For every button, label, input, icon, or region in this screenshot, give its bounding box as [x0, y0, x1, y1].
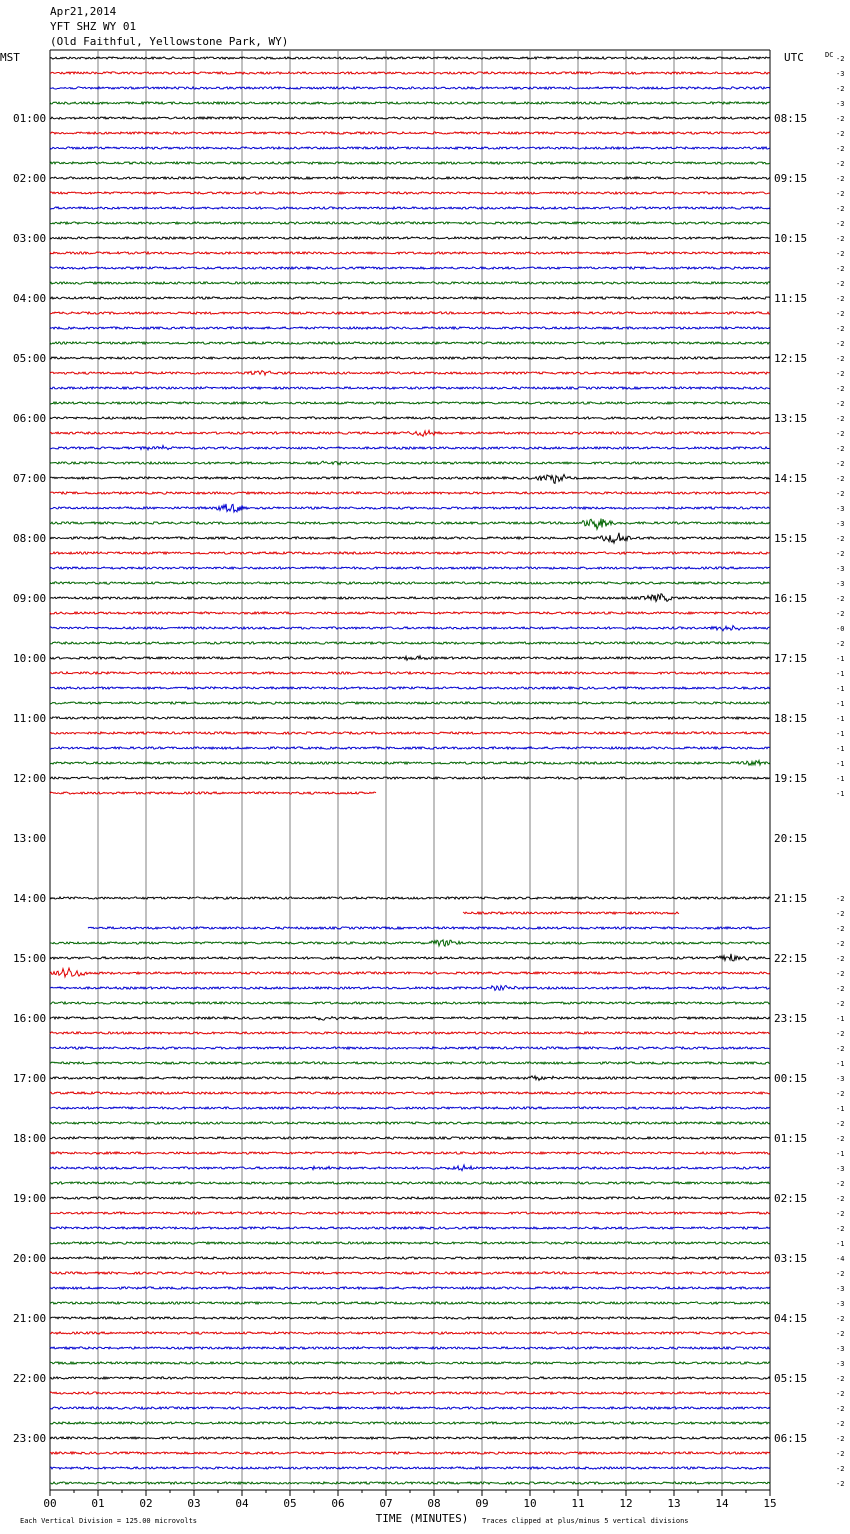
dc-offset-label: -2 [836, 985, 845, 993]
dc-offset-label: -2 [836, 940, 845, 948]
seismic-trace [50, 582, 770, 584]
hour-label-utc: 13:15 [774, 412, 808, 425]
x-tick-label: 03 [187, 1497, 201, 1510]
dc-offset-label: -2 [836, 895, 845, 903]
dc-offset-label: -2 [836, 955, 845, 963]
seismic-trace [50, 1482, 770, 1484]
hour-label-mst: 05:00 [13, 352, 47, 365]
seismic-trace [50, 1347, 770, 1349]
seismic-trace [50, 897, 770, 899]
hour-label-utc: 10:15 [774, 232, 808, 245]
dc-offset-label: -3 [836, 1345, 845, 1353]
seismic-trace [50, 162, 770, 164]
dc-offset-label: -2 [836, 1180, 845, 1188]
dc-offset-label: -2 [836, 385, 845, 393]
dc-offset-label: -2 [836, 1315, 845, 1323]
seismic-trace [50, 297, 770, 299]
seismic-trace [50, 177, 770, 179]
x-tick-label: 14 [715, 1497, 729, 1510]
seismic-trace [50, 72, 770, 74]
dc-offset-label: -2 [836, 1090, 845, 1098]
dc-offset-label: -2 [836, 160, 845, 168]
hour-label-utc: 11:15 [774, 292, 808, 305]
seismic-trace [50, 1317, 770, 1319]
seismic-trace [50, 461, 770, 465]
dc-offset-label: -2 [836, 175, 845, 183]
seismic-trace [50, 761, 770, 766]
dc-offset-label: -1 [836, 1015, 845, 1023]
hour-label-utc: 21:15 [774, 892, 808, 905]
seismic-trace [50, 1062, 770, 1064]
seismic-trace [50, 387, 770, 389]
seismic-trace [50, 267, 770, 269]
clip-note: Traces clipped at plus/minus 5 vertical divisions [482, 1517, 689, 1525]
seismic-trace [50, 533, 770, 543]
dc-offset-label: -2 [836, 1225, 845, 1233]
dc-offset-label: -2 [836, 295, 845, 303]
dc-offset-label: -3 [836, 1300, 845, 1308]
seismic-trace [88, 927, 770, 929]
seismic-trace [50, 1377, 770, 1379]
seismic-trace [50, 282, 770, 284]
dc-offset-label: -1 [836, 760, 845, 768]
seismic-trace [50, 1017, 770, 1021]
x-axis-title: TIME (MINUTES) [375, 1512, 469, 1525]
hour-label-mst: 09:00 [13, 592, 47, 605]
hour-label-utc: 02:15 [774, 1192, 808, 1205]
dc-offset-label: -3 [836, 1360, 845, 1368]
seismic-trace [50, 87, 770, 89]
dc-offset-label: -2 [836, 1210, 845, 1218]
seismic-trace [50, 222, 770, 224]
dc-offset-label: -2 [836, 460, 845, 468]
seismic-trace [50, 1137, 770, 1139]
dc-offset-label: -2 [836, 220, 845, 228]
hour-label-mst: 21:00 [13, 1312, 47, 1325]
location-label: (Old Faithful, Yellowstone Park, WY) [50, 35, 289, 48]
trace-group [50, 57, 770, 1484]
hour-label-mst: 15:00 [13, 952, 47, 965]
dc-offset-label: -1 [836, 715, 845, 723]
x-tick-label: 12 [619, 1497, 633, 1510]
hour-label-mst: 20:00 [13, 1252, 47, 1265]
dc-offset-label: -2 [836, 1330, 845, 1338]
dc-offset-label: -1 [836, 1105, 845, 1113]
hour-label-mst: 18:00 [13, 1132, 47, 1145]
seismic-trace [50, 1332, 770, 1334]
dc-offset-label: -2 [836, 1465, 845, 1473]
dc-offset-label: -2 [836, 130, 845, 138]
hour-label-utc: 19:15 [774, 772, 808, 785]
seismic-trace [50, 57, 770, 59]
dc-offset-label: -1 [836, 745, 845, 753]
dc-offset-label: -1 [836, 685, 845, 693]
hour-label-mst: 22:00 [13, 1372, 47, 1385]
dc-offset-label: -2 [836, 1270, 845, 1278]
station-label: YFT SHZ WY 01 [50, 20, 137, 33]
dc-offset-label: -2 [836, 1045, 845, 1053]
x-tick-label: 05 [283, 1497, 297, 1510]
hour-label-mst: 23:00 [13, 1432, 47, 1445]
x-tick-label: 04 [235, 1497, 249, 1510]
seismic-trace [50, 1182, 770, 1184]
seismic-trace [50, 1257, 770, 1259]
x-tick-label: 13 [667, 1497, 681, 1510]
dc-offset-label: -3 [836, 520, 845, 528]
seismic-trace [463, 912, 679, 914]
dc-offset-label: -2 [836, 1405, 845, 1413]
dc-offset-label: -1 [836, 655, 845, 663]
date-label: Apr21,2014 [50, 5, 117, 18]
dc-offset-label: -2 [836, 310, 845, 318]
seismic-trace [50, 777, 770, 779]
dc-offset-label: -2 [836, 370, 845, 378]
dc-offset-label: -2 [836, 490, 845, 498]
seismic-trace [50, 1076, 770, 1081]
hour-label-utc: 18:15 [774, 712, 808, 725]
seismic-trace [50, 552, 770, 554]
dc-offset-label: -2 [836, 340, 845, 348]
hour-label-mst: 03:00 [13, 232, 47, 245]
dc-offset-label: -1 [836, 1060, 845, 1068]
seismic-trace [50, 252, 770, 254]
seismic-trace [50, 519, 770, 530]
seismic-trace [50, 1467, 770, 1469]
dc-offset-label: -2 [836, 400, 845, 408]
dc-offset-label: -1 [836, 1240, 845, 1248]
dc-offset-label: -2 [836, 280, 845, 288]
dc-offset-label: -1 [836, 700, 845, 708]
dc-offset-label: -2 [836, 1390, 845, 1398]
seismic-trace [50, 431, 770, 437]
dc-offset-label: -2 [836, 550, 845, 558]
dc-offset-label: -2 [836, 55, 845, 63]
dc-offset-label: -1 [836, 1150, 845, 1158]
seismic-trace [50, 1165, 770, 1171]
dc-offset-label: -2 [836, 325, 845, 333]
seismic-trace [50, 402, 770, 404]
dc-offset-label: -3 [836, 505, 845, 513]
x-tick-label: 09 [475, 1497, 489, 1510]
hour-label-utc: 22:15 [774, 952, 808, 965]
seismic-trace [50, 371, 770, 376]
seismic-trace [50, 312, 770, 314]
seismic-trace [50, 702, 770, 704]
dc-offset-label: -3 [836, 1165, 845, 1173]
seismic-trace [50, 342, 770, 344]
seismic-trace [50, 792, 376, 794]
dc-offset-label: -2 [836, 910, 845, 918]
seismic-trace [50, 954, 770, 961]
seismic-trace [50, 492, 770, 494]
hour-label-mst: 04:00 [13, 292, 47, 305]
hour-label-utc: 23:15 [774, 1012, 808, 1025]
hour-label-mst: 16:00 [13, 1012, 47, 1025]
dc-offset-label: -3 [836, 1075, 845, 1083]
dc-offset-label: -2 [836, 1480, 845, 1488]
dc-offset-label: -2 [836, 970, 845, 978]
x-tick-label: 10 [523, 1497, 537, 1510]
hour-label-utc: 06:15 [774, 1432, 808, 1445]
seismic-trace [50, 327, 770, 329]
hour-label-utc: 16:15 [774, 592, 808, 605]
seismic-trace [50, 1092, 770, 1094]
dc-offset-label: -3 [836, 565, 845, 573]
seismic-trace [50, 1392, 770, 1394]
hour-label-utc: 09:15 [774, 172, 808, 185]
dc-offset-label: -2 [836, 1120, 845, 1128]
hour-label-mst: 01:00 [13, 112, 47, 125]
dc-offset-label: -1 [836, 775, 845, 783]
dc-offset-label: -3 [836, 70, 845, 78]
dc-offset-label: -2 [836, 85, 845, 93]
hour-label-mst: 10:00 [13, 652, 47, 665]
hour-label-mst: 07:00 [13, 472, 47, 485]
seismic-trace [50, 1452, 770, 1454]
hour-label-mst: 12:00 [13, 772, 47, 785]
seismic-trace [50, 1227, 770, 1229]
dc-offset-label: -2 [836, 640, 845, 648]
dc-offset-label: -2 [836, 355, 845, 363]
seismic-trace [50, 1422, 770, 1424]
seismic-trace [50, 1272, 770, 1274]
seismic-trace [50, 237, 770, 239]
x-tick-label: 00 [43, 1497, 57, 1510]
seismic-trace [50, 1107, 770, 1109]
seismic-trace [50, 1437, 770, 1439]
dc-offset-label: -2 [836, 250, 845, 258]
seismic-trace [50, 192, 770, 194]
seismic-trace [50, 1122, 770, 1124]
dc-offset-label: -1 [836, 670, 845, 678]
dc-offset-label: -2 [836, 115, 845, 123]
seismic-trace [50, 642, 770, 644]
hour-label-mst: 08:00 [13, 532, 47, 545]
dc-offset-label: -1 [836, 730, 845, 738]
scale-note: Each Vertical Division = 125.00 microvolts [20, 1517, 198, 1525]
hour-label-utc: 00:15 [774, 1072, 808, 1085]
dc-offset-label: -2 [836, 205, 845, 213]
seismic-trace [50, 446, 770, 450]
hour-label-utc: 15:15 [774, 532, 808, 545]
seismic-trace [50, 207, 770, 209]
seismic-trace [50, 567, 770, 569]
dc-offset-label: -2 [836, 475, 845, 483]
hour-label-mst: 13:00 [13, 832, 47, 845]
hour-label-utc: 04:15 [774, 1312, 808, 1325]
hour-label-utc: 03:15 [774, 1252, 808, 1265]
left-timezone-label: MST [0, 51, 20, 64]
seismic-trace [50, 672, 770, 674]
seismic-trace [50, 1002, 770, 1004]
dc-offset-label: -2 [836, 1195, 845, 1203]
dc-offset-label: -2 [836, 430, 845, 438]
x-tick-label: 08 [427, 1497, 441, 1510]
seismic-trace [50, 102, 770, 104]
dc-offset-label: -2 [836, 1135, 845, 1143]
dc-label: DC [825, 51, 834, 59]
seismic-trace [50, 940, 770, 946]
seismic-trace [50, 717, 770, 719]
dc-offset-label: -2 [836, 445, 845, 453]
hour-label-utc: 20:15 [774, 832, 808, 845]
hour-label-utc: 14:15 [774, 472, 808, 485]
x-tick-label: 07 [379, 1497, 393, 1510]
seismic-trace [50, 1047, 770, 1049]
dc-offset-label: -0 [836, 625, 845, 633]
seismic-trace [50, 626, 770, 631]
dc-offset-label: -2 [836, 1435, 845, 1443]
seismic-trace [50, 1212, 770, 1214]
dc-offset-label: -2 [836, 1420, 845, 1428]
seismic-trace [50, 417, 770, 419]
hour-label-mst: 19:00 [13, 1192, 47, 1205]
seismic-trace [50, 986, 770, 991]
dc-offset-label: -2 [836, 1030, 845, 1038]
hour-label-mst: 14:00 [13, 892, 47, 905]
dc-offset-label: -1 [836, 790, 845, 798]
dc-offset-label: -3 [836, 1285, 845, 1293]
seismic-trace [50, 147, 770, 149]
seismic-trace [50, 747, 770, 749]
seismic-trace [50, 132, 770, 134]
right-timezone-label: UTC [784, 51, 804, 64]
dc-offset-label: -2 [836, 190, 845, 198]
x-tick-label: 02 [139, 1497, 153, 1510]
seismic-trace [50, 504, 770, 512]
seismic-trace [50, 1362, 770, 1364]
dc-offset-label: -3 [836, 580, 845, 588]
dc-offset-label: -2 [836, 535, 845, 543]
seismic-trace [50, 687, 770, 689]
dc-offset-label: -3 [836, 100, 845, 108]
dc-offset-label: -2 [836, 595, 845, 603]
x-tick-label: 01 [91, 1497, 105, 1510]
hour-label-utc: 05:15 [774, 1372, 808, 1385]
dc-offset-label: -2 [836, 415, 845, 423]
hour-label-mst: 02:00 [13, 172, 47, 185]
hour-label-mst: 17:00 [13, 1072, 47, 1085]
x-tick-label: 06 [331, 1497, 345, 1510]
seismic-trace [50, 1287, 770, 1289]
hour-label-utc: 01:15 [774, 1132, 808, 1145]
hour-label-utc: 12:15 [774, 352, 808, 365]
seismic-trace [50, 1407, 770, 1409]
dc-offset-label: -2 [836, 610, 845, 618]
seismic-trace [50, 1302, 770, 1304]
seismic-trace [50, 1197, 770, 1199]
seismic-trace [50, 732, 770, 734]
seismic-trace [50, 968, 770, 977]
seismic-trace [50, 1032, 770, 1034]
dc-offset-label: -2 [836, 1375, 845, 1383]
hour-label-mst: 11:00 [13, 712, 47, 725]
dc-offset-label: -2 [836, 235, 845, 243]
seismic-trace [50, 117, 770, 119]
dc-offset-label: -2 [836, 265, 845, 273]
dc-offset-label: -2 [836, 145, 845, 153]
seismic-trace [50, 594, 770, 602]
seismic-trace [50, 656, 770, 660]
dc-offset-label: -2 [836, 1000, 845, 1008]
x-tick-label: 11 [571, 1497, 585, 1510]
seismic-trace [50, 1152, 770, 1154]
hour-label-utc: 17:15 [774, 652, 808, 665]
dc-offset-label: -4 [836, 1255, 845, 1263]
dc-offset-label: -2 [836, 925, 845, 933]
seismic-trace [50, 357, 770, 359]
dc-offset-label: -2 [836, 1450, 845, 1458]
seismic-trace [50, 612, 770, 614]
seismic-trace [50, 475, 770, 484]
hour-label-mst: 06:00 [13, 412, 47, 425]
hour-label-utc: 08:15 [774, 112, 808, 125]
x-tick-label: 15 [763, 1497, 777, 1510]
seismic-trace [50, 1242, 770, 1244]
